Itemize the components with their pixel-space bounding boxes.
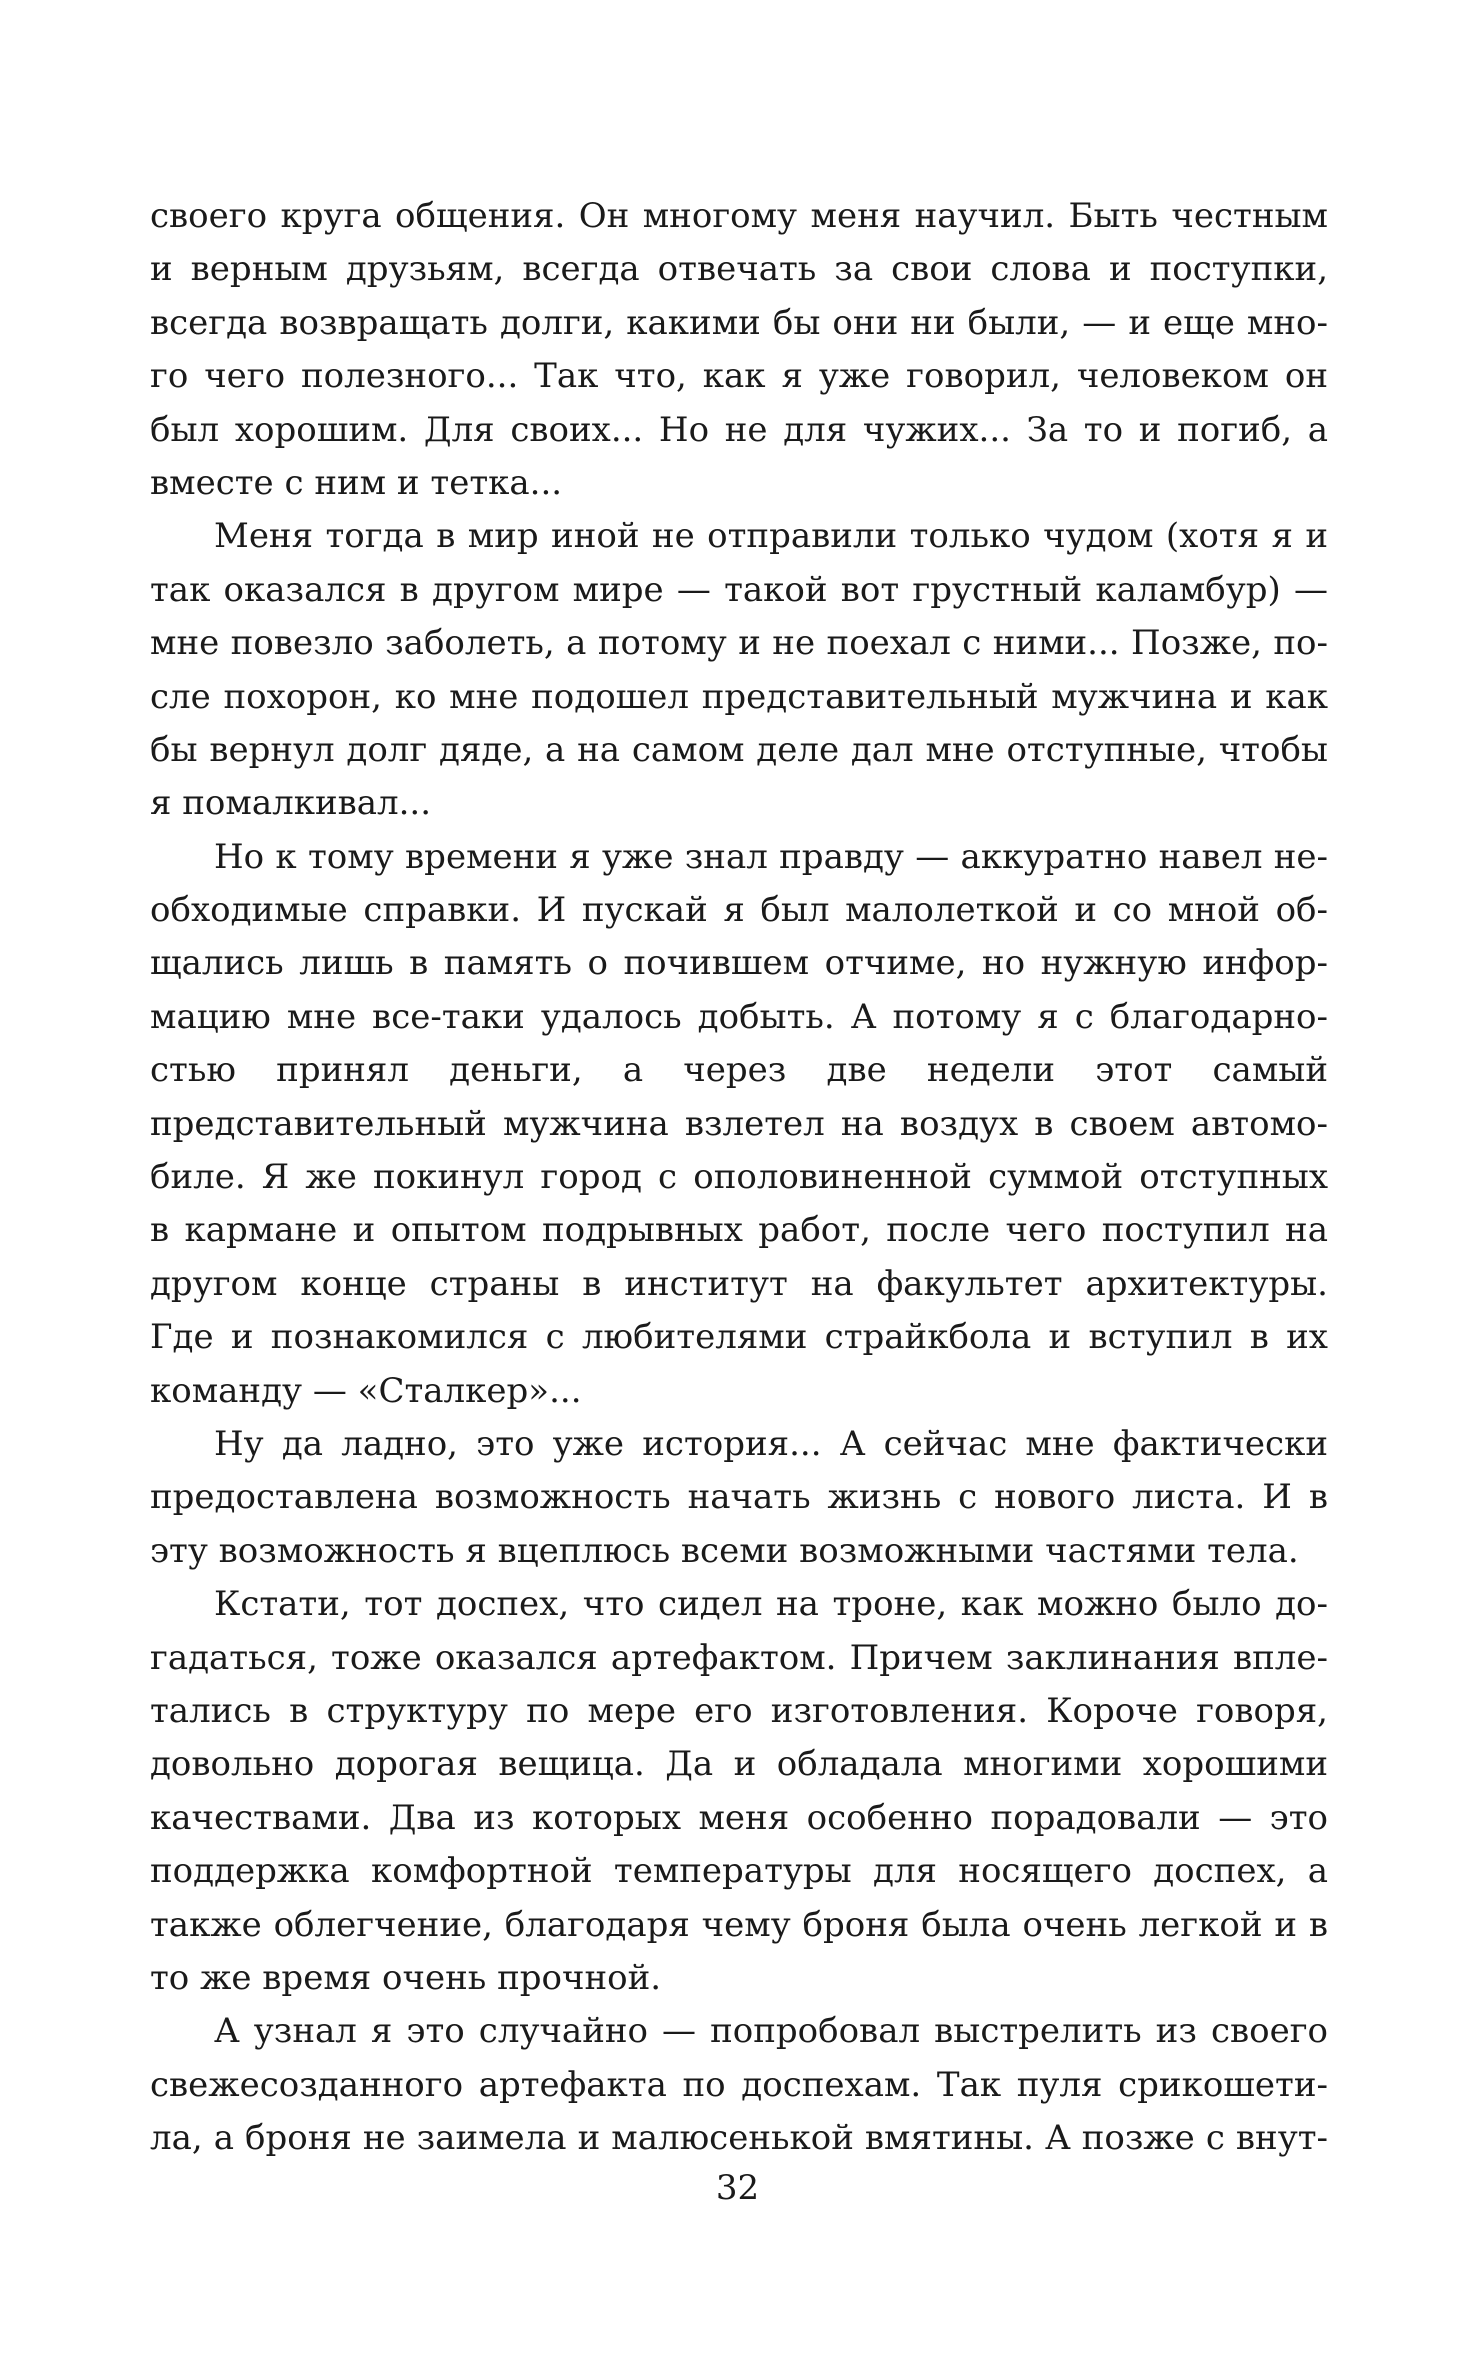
text-line: другом конце страны в институт на факультет архитектуры. bbox=[150, 1263, 1328, 1304]
text-line: команду — «Сталкер»... bbox=[150, 1370, 582, 1411]
text-line: вместе с ним и тетка... bbox=[150, 462, 563, 503]
body-text bbox=[150, 190, 1328, 2165]
text-line: щались лишь в память о почившем отчиме, но нужную инфор- bbox=[150, 943, 1328, 984]
text-line: так оказался в другом мире — такой вот грустный каламбур) — bbox=[150, 569, 1328, 610]
text-line: эту возможность я вцеплюсь всеми возможными частями тела. bbox=[150, 1530, 1299, 1571]
text-line: своего круга общения. Он многому меня научил. Быть честным bbox=[150, 196, 1328, 236]
text-line: я помалкивал... bbox=[150, 783, 432, 824]
text-line: Но к тому времени я уже знал правду — аккуратно навел не- bbox=[214, 836, 1328, 877]
text-line: биле. Я же покинул город с ополовиненной суммой отступных bbox=[150, 1157, 1328, 1198]
text-line: сле похорон, ко мне подошел представительный мужчина и как bbox=[150, 676, 1328, 717]
text-line: представительный мужчина взлетел на воздух в своем автомо- bbox=[150, 1103, 1328, 1144]
text-line: Кстати, тот доспех, что сидел на троне, как можно было до- bbox=[214, 1584, 1328, 1625]
text-line: го чего полезного... Так что, как я уже говорил, человеком он bbox=[150, 356, 1328, 397]
text-line: был хорошим. Для своих... Но не для чужих... За то и погиб, а bbox=[150, 409, 1328, 450]
text-line: мне повезло заболеть, а потому и не поехал с ними... Позже, по- bbox=[150, 623, 1328, 664]
text-line: то же время очень прочной. bbox=[150, 1957, 662, 1998]
text-line: довольно дорогая вещица. Да и обладала многими хорошими bbox=[150, 1744, 1328, 1785]
text-line: тались в структуру по мере его изготовления. Короче говоря, bbox=[150, 1690, 1328, 1731]
page-number: 32 bbox=[715, 2168, 760, 2208]
text-line: также облегчение, благодаря чему броня была очень легкой и в bbox=[150, 1904, 1328, 1945]
text-line: Меня тогда в мир иной не отправили только чудом (хотя я и bbox=[214, 516, 1328, 557]
text-line: обходимые справки. И пускай я был малолеткой и со мной об- bbox=[150, 890, 1328, 931]
text-line: мацию мне все-таки удалось добыть. А потому я с благодарно- bbox=[150, 996, 1328, 1037]
text-line: ла, а броня не заимела и малюсенькой вмятины. А позже с внут- bbox=[150, 2118, 1328, 2159]
text-line: свежесозданного артефакта по доспехам. Так пуля срикошети- bbox=[150, 2064, 1328, 2105]
text-line: в кармане и опытом подрывных работ, после чего поступил на bbox=[150, 1210, 1328, 1251]
text-line: и верным друзьям, всегда отвечать за свои слова и поступки, bbox=[150, 249, 1328, 290]
text-line: всегда возвращать долги, какими бы они ни были, — и еще мно- bbox=[150, 302, 1328, 343]
text-line: бы вернул долг дяде, а на самом деле дал мне отступные, чтобы bbox=[150, 729, 1328, 770]
text-line: предоставлена возможность начать жизнь с нового листа. И в bbox=[150, 1477, 1328, 1518]
text-line: поддержка комфортной температуры для носящего доспех, а bbox=[150, 1851, 1328, 1892]
text-line: Где и познакомился с любителями страйкбола и вступил в их bbox=[150, 1317, 1328, 1358]
text-line: А узнал я это случайно — попробовал выстрелить из своего bbox=[214, 2011, 1328, 2052]
text-line: Ну да ладно, это уже история... А сейчас мне фактически bbox=[214, 1423, 1328, 1464]
text-line: стью принял деньги, а через две недели этот самый bbox=[150, 1050, 1328, 1091]
text-line: качествами. Два из которых меня особенно порадовали — это bbox=[150, 1797, 1328, 1838]
text-line: гадаться, тоже оказался артефактом. Причем заклинания впле- bbox=[150, 1637, 1328, 1678]
